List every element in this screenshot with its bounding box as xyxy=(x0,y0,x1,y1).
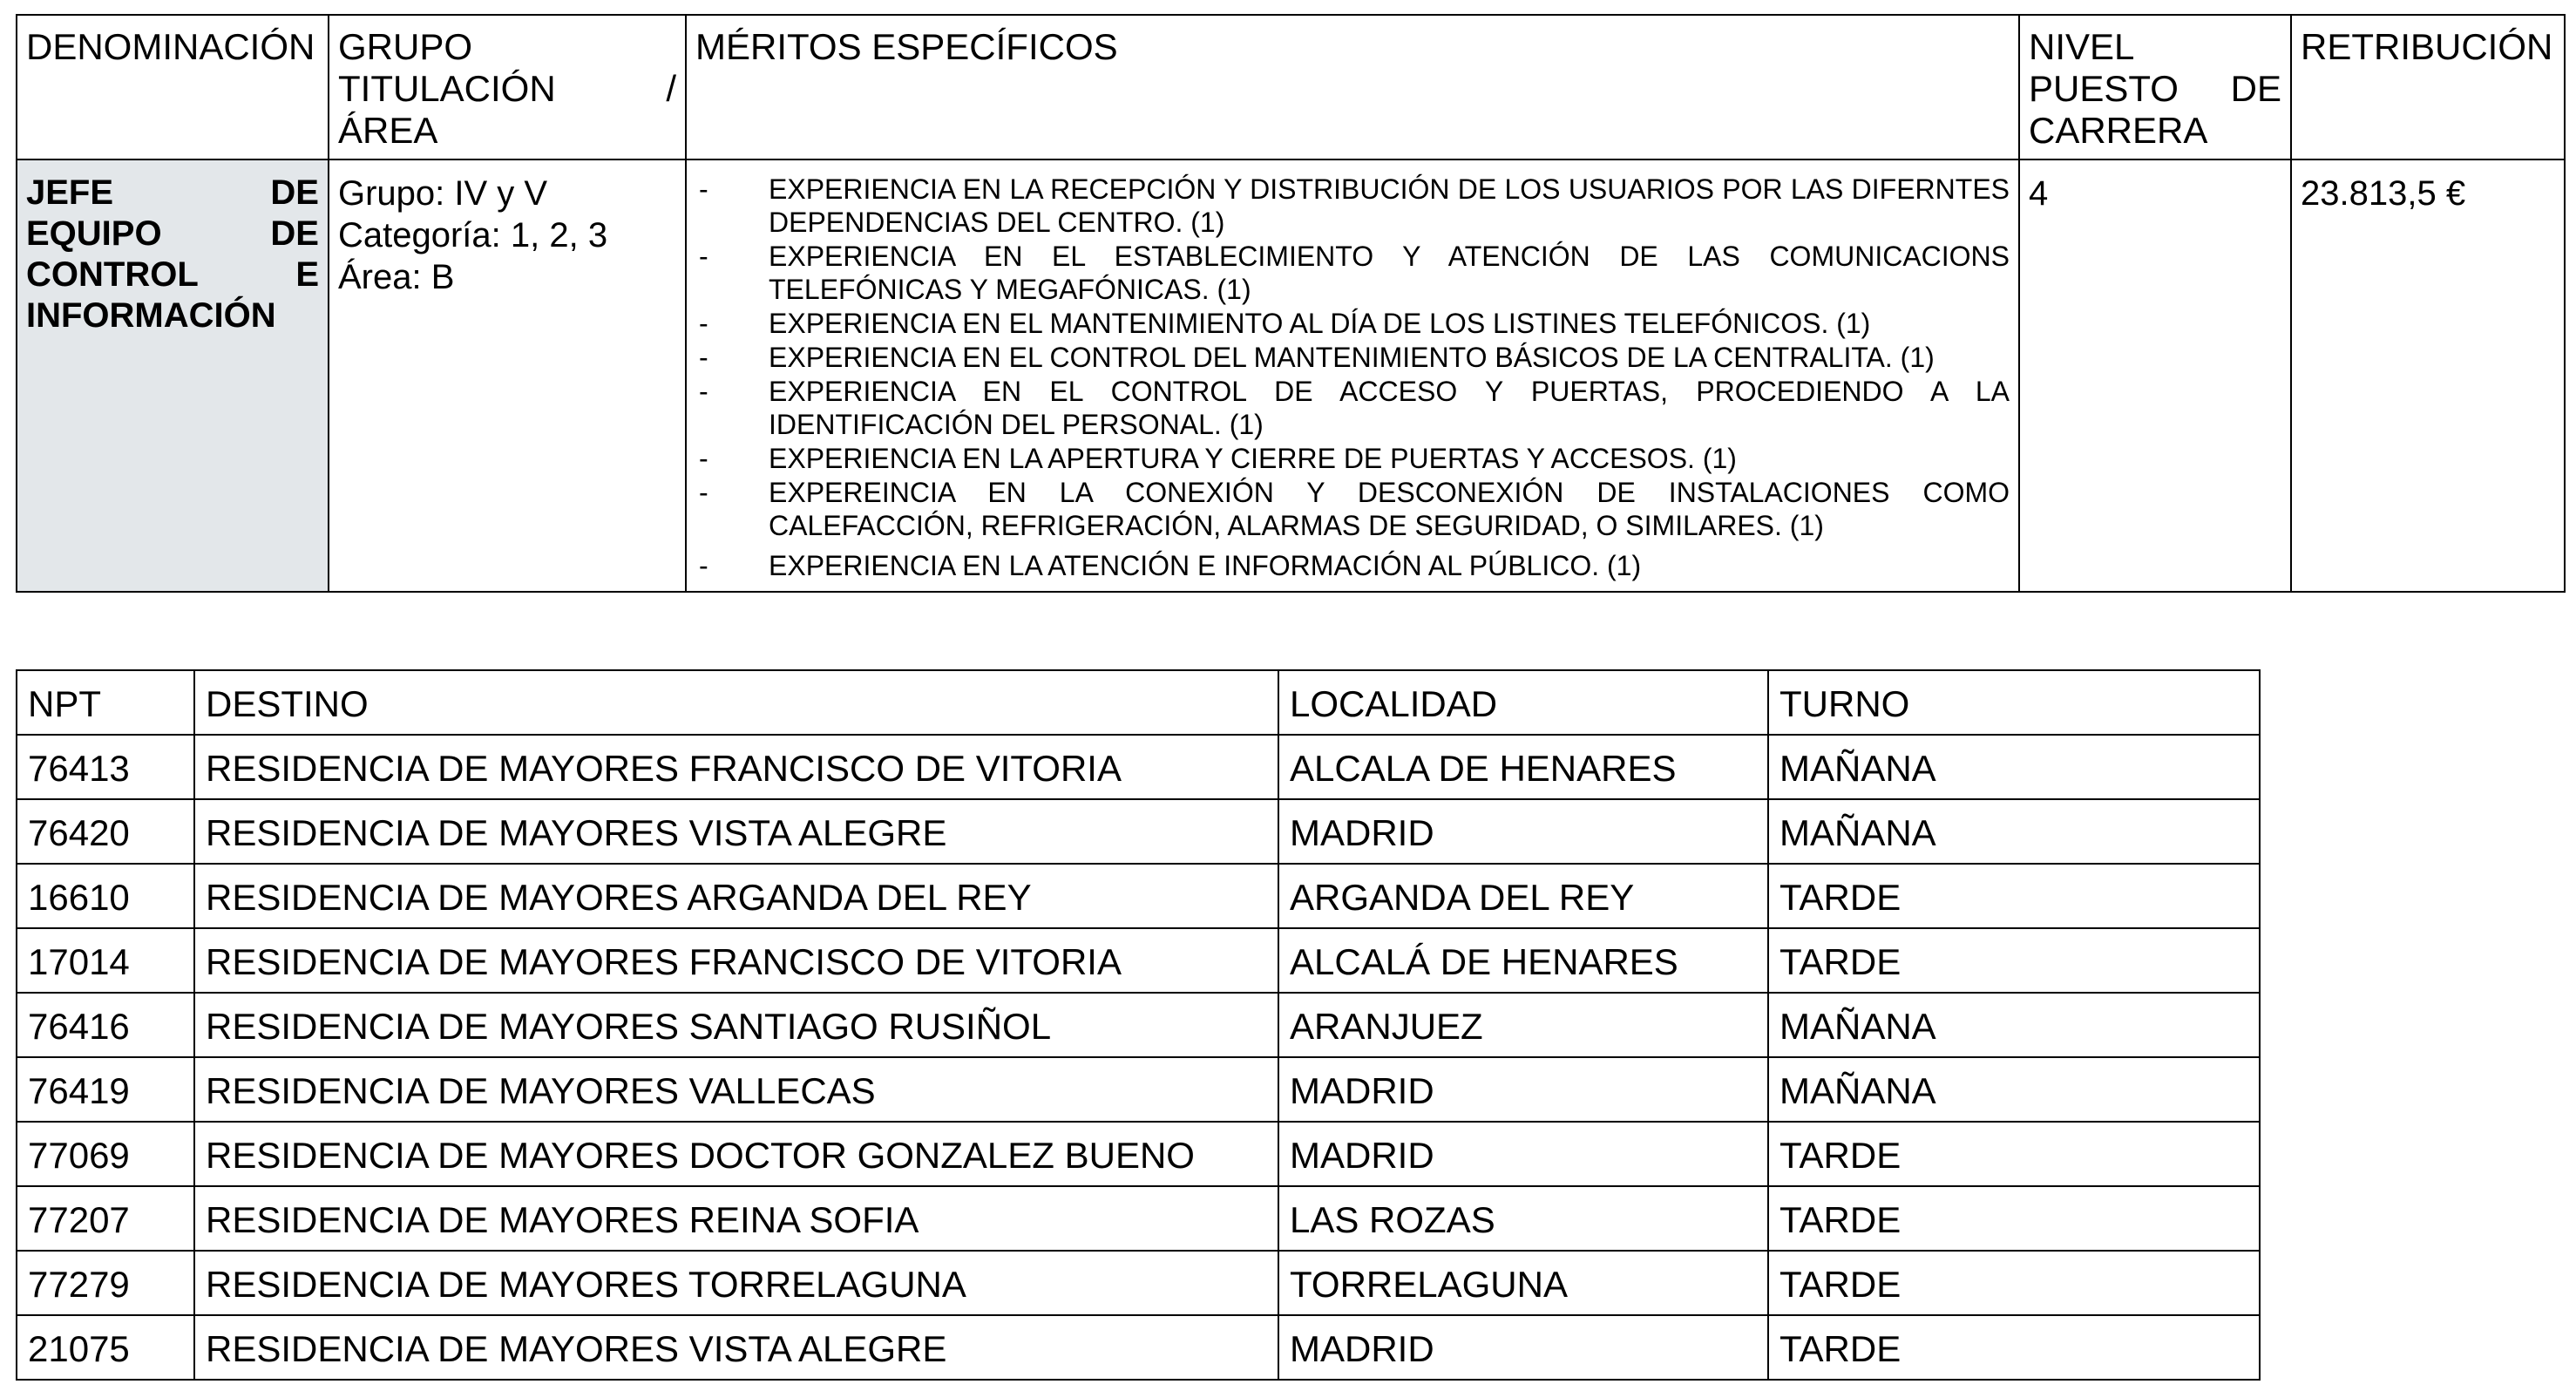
destino-cell: RESIDENCIA DE MAYORES VALLECAS xyxy=(194,1057,1278,1122)
turno-cell: TARDE xyxy=(1768,864,2260,928)
localidad-cell: TORRELAGUNA xyxy=(1278,1251,1768,1315)
header-grupo xyxy=(329,15,686,159)
merito-text: EXPEREINCIA EN LA CONEXIÓN Y DESCONEXIÓN DE INSTALACIONES COMO CALEFACCIÓN, REFRIGERACIÓN, ALARMAS DE SEGURIDAD, O SIMILARES. (1) xyxy=(769,477,2010,541)
header-grupo-line2b: / xyxy=(666,68,676,109)
localidad-cell: MADRID xyxy=(1278,1122,1768,1186)
denominacion-word: INFORMACIÓN xyxy=(26,296,276,335)
merito-dash: - xyxy=(699,477,708,508)
grupo-cell xyxy=(329,159,686,592)
table-row xyxy=(17,735,2260,799)
header-denominacion xyxy=(17,15,329,159)
localidad-cell: ARANJUEZ xyxy=(1278,993,1768,1057)
merito-dash: - xyxy=(699,443,708,474)
merito-text: EXPERIENCIA EN EL CONTROL DEL MANTENIMIENTO BÁSICOS DE LA CENTRALITA. (1) xyxy=(769,342,1935,373)
meritos-cell xyxy=(686,159,2019,592)
header-destino: DESTINO xyxy=(194,670,1278,735)
turno-cell: MAÑANA xyxy=(1768,735,2260,799)
merito-text: EXPERIENCIA EN LA ATENCIÓN E INFORMACIÓN AL PÚBLICO. (1) xyxy=(769,550,1642,581)
merito-text: EXPERIENCIA EN EL ESTABLECIMIENTO Y ATENCIÓN DE LAS COMUNICACIONS TELEFÓNICAS Y MEGAFÓNICAS. (1) xyxy=(769,241,2010,305)
denominacion-line xyxy=(26,214,319,254)
header-turno: TURNO xyxy=(1768,670,2260,735)
merito-dash: - xyxy=(699,241,708,272)
merito-dash: - xyxy=(699,173,708,205)
turno-cell: TARDE xyxy=(1768,1251,2260,1315)
merito-item xyxy=(695,240,2010,306)
header-localidad: LOCALIDAD xyxy=(1278,670,1768,735)
nivel-value: 4 xyxy=(2029,174,2049,213)
header-meritos xyxy=(686,15,2019,159)
retribucion-value: 23.813,5 € xyxy=(2301,174,2466,213)
table-row xyxy=(17,1186,2260,1251)
merito-text: EXPERIENCIA EN LA RECEPCIÓN Y DISTRIBUCIÓN DE LOS USUARIOS POR LAS DIFERNTES DEPENDENCIAS DEL CENTRO. (1) xyxy=(769,173,2010,238)
table-row xyxy=(17,993,2260,1057)
header-grupo-line3: ÁREA xyxy=(338,110,438,151)
header-npt: NPT xyxy=(17,670,194,735)
turno-cell: TARDE xyxy=(1768,1186,2260,1251)
denominacion-word: CONTROL xyxy=(26,255,199,294)
npt-cell: 76419 xyxy=(17,1057,194,1122)
destinos-header-row xyxy=(17,670,2260,735)
meritos-list xyxy=(695,173,2010,582)
table-row xyxy=(17,1057,2260,1122)
categoria-value: Categoría: 1, 2, 3 xyxy=(338,216,608,254)
merito-dash: - xyxy=(699,376,708,407)
npt-cell: 77279 xyxy=(17,1251,194,1315)
header-grupo-line1: GRUPO xyxy=(338,26,473,67)
table-row xyxy=(17,1315,2260,1380)
denominacion-line xyxy=(26,173,319,214)
merito-item xyxy=(695,476,2010,542)
merito-item xyxy=(695,307,2010,340)
turno-cell: MAÑANA xyxy=(1768,993,2260,1057)
destino-cell: RESIDENCIA DE MAYORES REINA SOFIA xyxy=(194,1186,1278,1251)
header-retribucion xyxy=(2291,15,2565,159)
header-nivel-line2 xyxy=(2029,68,2281,110)
npt-cell: 77069 xyxy=(17,1122,194,1186)
destino-cell: RESIDENCIA DE MAYORES FRANCISCO DE VITORIA xyxy=(194,735,1278,799)
turno-cell: TARDE xyxy=(1768,928,2260,993)
header-retribucion-label: RETRIBUCIÓN xyxy=(2301,26,2553,67)
nivel-cell xyxy=(2019,159,2291,592)
header-nivel-line2a: PUESTO xyxy=(2029,68,2179,109)
denominacion-value xyxy=(26,173,319,336)
destino-cell: RESIDENCIA DE MAYORES VISTA ALEGRE xyxy=(194,1315,1278,1380)
denominacion-word: JEFE xyxy=(26,173,114,212)
header-nivel xyxy=(2019,15,2291,159)
destino-cell: RESIDENCIA DE MAYORES DOCTOR GONZALEZ BUENO xyxy=(194,1122,1278,1186)
turno-cell: TARDE xyxy=(1768,1122,2260,1186)
localidad-cell: ARGANDA DEL REY xyxy=(1278,864,1768,928)
destino-cell: RESIDENCIA DE MAYORES FRANCISCO DE VITORIA xyxy=(194,928,1278,993)
puesto-row xyxy=(17,159,2565,592)
table-row xyxy=(17,1251,2260,1315)
merito-item xyxy=(695,549,2010,582)
localidad-cell: ALCALÁ DE HENARES xyxy=(1278,928,1768,993)
merito-item xyxy=(695,173,2010,239)
table-row xyxy=(17,799,2260,864)
table-row xyxy=(17,928,2260,993)
localidad-cell: MADRID xyxy=(1278,1315,1768,1380)
npt-cell: 76416 xyxy=(17,993,194,1057)
turno-cell: MAÑANA xyxy=(1768,799,2260,864)
npt-cell: 17014 xyxy=(17,928,194,993)
merito-text: EXPERIENCIA EN EL CONTROL DE ACCESO Y PUERTAS, PROCEDIENDO A LA IDENTIFICACIÓN DEL PERSONAL. (1) xyxy=(769,376,2010,440)
turno-cell: MAÑANA xyxy=(1768,1057,2260,1122)
header-nivel-line3: CARRERA xyxy=(2029,110,2208,151)
destino-cell: RESIDENCIA DE MAYORES SANTIAGO RUSIÑOL xyxy=(194,993,1278,1057)
header-denominacion-label: DENOMINACIÓN xyxy=(26,26,315,67)
table-row xyxy=(17,1122,2260,1186)
puesto-table xyxy=(16,14,2566,593)
localidad-cell: MADRID xyxy=(1278,799,1768,864)
denominacion-line xyxy=(26,254,319,295)
denominacion-cell xyxy=(17,159,329,592)
merito-item xyxy=(695,341,2010,374)
denominacion-word: E xyxy=(295,255,319,294)
merito-dash: - xyxy=(699,550,708,581)
npt-cell: 21075 xyxy=(17,1315,194,1380)
merito-dash: - xyxy=(699,342,708,373)
merito-text: EXPERIENCIA EN LA APERTURA Y CIERRE DE PUERTAS Y ACCESOS. (1) xyxy=(769,443,1737,474)
npt-cell: 76420 xyxy=(17,799,194,864)
retribucion-cell xyxy=(2291,159,2565,592)
merito-item xyxy=(695,442,2010,475)
header-grupo-line2a: TITULACIÓN xyxy=(338,68,556,109)
npt-cell: 77207 xyxy=(17,1186,194,1251)
npt-cell: 16610 xyxy=(17,864,194,928)
grupo-value: Grupo: IV y V xyxy=(338,174,548,213)
merito-item xyxy=(695,375,2010,441)
merito-dash: - xyxy=(699,308,708,339)
destinos-table xyxy=(16,669,2261,1381)
denominacion-word: DE xyxy=(270,214,319,253)
destinos-body xyxy=(17,735,2260,1380)
header-nivel-line2b: DE xyxy=(2230,68,2281,109)
header-grupo-line2 xyxy=(338,68,676,110)
npt-cell: 76413 xyxy=(17,735,194,799)
denominacion-line xyxy=(26,295,319,336)
turno-cell: TARDE xyxy=(1768,1315,2260,1380)
denominacion-word: EQUIPO xyxy=(26,214,162,253)
merito-text: EXPERIENCIA EN EL MANTENIMIENTO AL DÍA DE LOS LISTINES TELEFÓNICOS. (1) xyxy=(769,308,1871,339)
destino-cell: RESIDENCIA DE MAYORES ARGANDA DEL REY xyxy=(194,864,1278,928)
destino-cell: RESIDENCIA DE MAYORES VISTA ALEGRE xyxy=(194,799,1278,864)
localidad-cell: MADRID xyxy=(1278,1057,1768,1122)
table-row xyxy=(17,864,2260,928)
localidad-cell: LAS ROZAS xyxy=(1278,1186,1768,1251)
localidad-cell: ALCALA DE HENARES xyxy=(1278,735,1768,799)
header-meritos-label: MÉRITOS ESPECÍFICOS xyxy=(695,26,1118,67)
puesto-header-row xyxy=(17,15,2565,159)
denominacion-word: DE xyxy=(270,173,319,212)
destino-cell: RESIDENCIA DE MAYORES TORRELAGUNA xyxy=(194,1251,1278,1315)
area-value: Área: B xyxy=(338,258,455,296)
header-nivel-line1: NIVEL xyxy=(2029,26,2135,67)
